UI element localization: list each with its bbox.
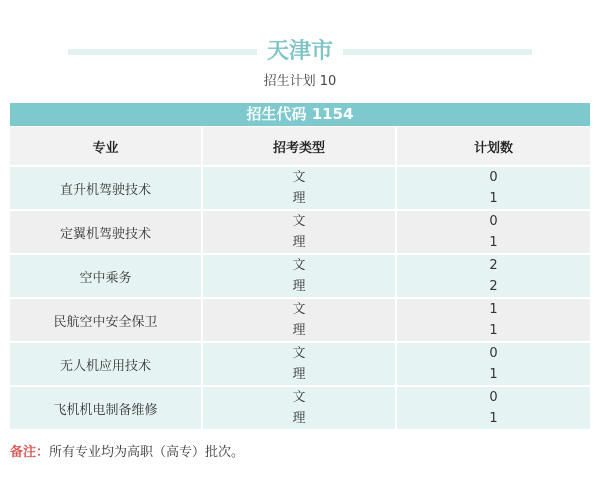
plan-table: [10, 127, 590, 431]
type-li: 理: [292, 411, 306, 426]
admission-code-bar: 招生代码 1154: [10, 103, 590, 126]
count-wen: 0: [489, 346, 498, 361]
table-row: [10, 211, 590, 255]
type-li: 理: [292, 191, 306, 206]
count-wen: 0: [489, 390, 498, 405]
count-li: 1: [489, 235, 498, 250]
header-type: 招考类型: [203, 127, 397, 165]
type-cell: [203, 387, 397, 429]
note-label: 备注：: [10, 445, 50, 460]
type-wen: 文: [292, 302, 306, 317]
count-li: 2: [489, 279, 498, 294]
count-wen: 1: [489, 302, 498, 317]
type-cell: [203, 167, 397, 209]
count-wen: 2: [489, 258, 498, 273]
page-title: 天津市: [0, 38, 600, 66]
major-cell: 直升机驾驶技术: [10, 167, 203, 209]
note-text: 所有专业均为高职（高专）批次。: [49, 445, 245, 460]
count-wen: 0: [489, 214, 498, 229]
major-cell: 无人机应用技术: [10, 343, 203, 385]
count-cell: [397, 167, 590, 209]
type-wen: 文: [292, 170, 306, 185]
type-li: 理: [292, 367, 306, 382]
count-cell: [397, 211, 590, 253]
major-cell: 飞机机电制备维修: [10, 387, 203, 429]
type-wen: 文: [292, 258, 306, 273]
count-cell: [397, 299, 590, 341]
type-cell: [203, 343, 397, 385]
count-cell: [397, 387, 590, 429]
major-cell: 空中乘务: [10, 255, 203, 297]
count-li: 1: [489, 191, 498, 206]
header-count: 计划数: [473, 140, 513, 156]
type-li: 理: [292, 279, 306, 294]
header-major: 专业: [10, 127, 203, 165]
table-row: [10, 343, 590, 387]
count-li: 1: [489, 411, 498, 426]
type-wen: 文: [292, 214, 306, 229]
table-row: [10, 387, 590, 431]
major-cell: 民航空中安全保卫: [10, 299, 203, 341]
subtitle: 招生计划 10: [263, 74, 337, 89]
footnote: [10, 444, 244, 462]
type-cell: [203, 299, 397, 341]
type-li: 理: [292, 323, 306, 338]
type-wen: 文: [292, 390, 306, 405]
count-cell: [397, 255, 590, 297]
count-wen: 0: [489, 170, 498, 185]
count-li: 1: [489, 367, 498, 382]
table-row: [10, 255, 590, 299]
major-cell: 定翼机驾驶技术: [10, 211, 203, 253]
table-row: [10, 167, 590, 211]
type-cell: [203, 211, 397, 253]
page-title-block: [0, 38, 600, 68]
table-header-row: [10, 127, 590, 167]
count-cell: [397, 343, 590, 385]
type-wen: 文: [292, 346, 306, 361]
type-li: 理: [292, 235, 306, 250]
type-cell: [203, 255, 397, 297]
count-li: 1: [489, 323, 498, 338]
table-row: [10, 299, 590, 343]
